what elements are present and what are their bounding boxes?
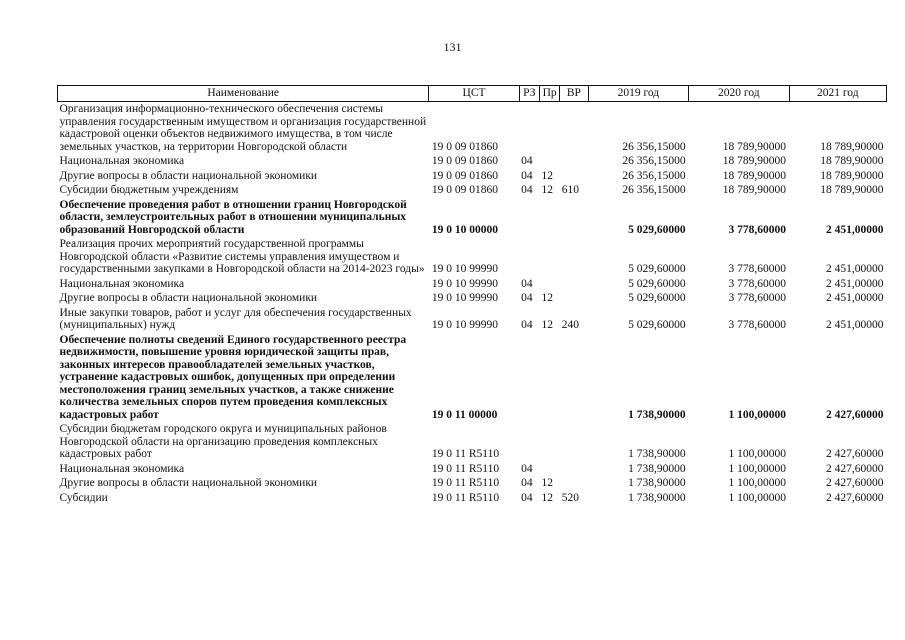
row-value-2021: 2 427,60000 — [826, 448, 884, 460]
row-value-2021: 2 427,60000 — [826, 408, 884, 421]
row-pr: 12 — [541, 477, 553, 489]
row-value-2019: 5 029,60000 — [628, 319, 686, 331]
row-name: Обеспечение полноты сведений Единого государственного реестра недвижимости, повышение уровня юридической защиты прав, законных интересов правообладателей земельных участков, устранение кадастровых ошибок, допущенных при определении местоположения границ земельных участков, а также снижение количества земельных споров путем проведения комплексных кадастровых работ — [59, 333, 407, 421]
row-pr: 12 — [541, 491, 553, 504]
row-name: Иные закупки товаров, работ и услуг для обеспечения государственных (муниципальных) нужд — [59, 306, 412, 331]
row-cst: 19 0 10 99990 — [431, 277, 498, 290]
header-cst: ЦСТ — [429, 86, 519, 102]
row-pr — [539, 237, 559, 277]
row-name: Организация информационно-технического обеспечения системы управления государственным имуществом и организация государственной кадастровой оценки объектов недвижимого имущества, в том числе земельных участков, на территории Новгородской области — [59, 103, 427, 153]
row-pr — [539, 102, 559, 155]
row-value-2021: 18 789,90000 — [820, 140, 884, 153]
row-rz — [519, 422, 539, 462]
row-name: Обеспечение проведения работ в отношении границ Новгородской области, землеустроительных работ в отношении муниципальных образований Новгородской области — [59, 198, 407, 236]
row-value-2020: 18 789,90000 — [722, 184, 787, 196]
row-pr: 12 — [541, 169, 553, 182]
row-name: Национальная экономика — [59, 277, 185, 290]
row-name: Национальная экономика — [59, 462, 185, 475]
row-value-2019: 26 356,15000 — [622, 169, 686, 182]
table-row — [58, 183, 887, 198]
row-value-2020: 1 100,00000 — [728, 491, 787, 504]
row-rz: 04 — [521, 169, 533, 182]
row-vr: 520 — [561, 491, 579, 504]
row-pr: 12 — [541, 292, 553, 304]
row-value-2019: 1 738,90000 — [628, 477, 686, 489]
row-vr — [560, 102, 588, 155]
row-cst: 19 0 11 R5110 — [431, 448, 500, 460]
row-name: Реализация прочих мероприятий государственной программы Новгородской области «Развитие системы управления имуществом и государственными закупками в Новгородской области на 2014-2023 годы» — [59, 238, 425, 275]
row-vr — [560, 277, 588, 292]
row-rz: 04 — [521, 155, 533, 167]
row-value-2020: 18 789,90000 — [722, 155, 787, 167]
row-pr — [539, 277, 559, 292]
row-cst: 19 0 10 00000 — [431, 223, 498, 236]
table-row — [58, 422, 887, 462]
table-row — [58, 476, 887, 491]
row-pr — [539, 462, 559, 477]
header-vr: ВР — [560, 86, 588, 102]
row-cst: 19 0 10 99990 — [431, 263, 498, 275]
row-value-2020: 18 789,90000 — [722, 169, 787, 182]
header-name: Наименование — [58, 86, 429, 102]
table-row — [58, 462, 887, 477]
row-value-2019: 26 356,15000 — [622, 140, 686, 153]
row-vr — [560, 462, 588, 477]
row-rz — [519, 102, 539, 155]
row-vr — [560, 291, 588, 306]
row-value-2019: 5 029,60000 — [628, 277, 686, 290]
row-value-2021: 2 451,00000 — [826, 223, 884, 236]
table-row — [58, 154, 887, 169]
row-value-2021: 2 427,60000 — [826, 477, 884, 489]
row-rz: 04 — [521, 184, 533, 196]
row-rz — [519, 198, 539, 238]
budget-table — [57, 85, 887, 505]
table-row — [58, 291, 887, 306]
row-vr — [560, 169, 588, 184]
row-name: Национальная экономика — [59, 155, 185, 167]
row-vr — [560, 476, 588, 491]
row-rz: 04 — [521, 462, 533, 475]
row-name: Субсидии бюджетам городского округа и муниципальных районов Новгородской области на организацию проведения комплексных кадастровых работ — [59, 423, 387, 460]
row-vr — [560, 333, 588, 423]
header-year-2021: 2021 год — [789, 86, 886, 102]
row-value-2020: 1 100,00000 — [728, 477, 787, 489]
table-row-section — [58, 333, 887, 423]
row-pr — [539, 154, 559, 169]
row-name: Субсидии бюджетным учреждениям — [59, 184, 239, 196]
row-cst: 19 0 09 01860 — [431, 184, 498, 196]
row-pr — [539, 333, 559, 423]
row-value-2019: 5 029,60000 — [628, 263, 686, 275]
table-row — [58, 169, 887, 184]
row-pr: 12 — [541, 319, 553, 331]
row-value-2020: 1 100,00000 — [728, 448, 787, 460]
table-header-row — [58, 86, 887, 102]
row-value-2019: 5 029,60000 — [628, 223, 686, 236]
row-name: Другие вопросы в области национальной экономики — [59, 169, 318, 182]
table-row — [58, 491, 887, 506]
row-value-2020: 3 778,60000 — [728, 277, 787, 290]
row-rz: 04 — [521, 277, 533, 290]
row-pr: 12 — [541, 184, 553, 196]
row-cst: 19 0 11 R5110 — [431, 477, 500, 489]
row-cst: 19 0 11 R5110 — [431, 491, 500, 504]
row-rz: 04 — [521, 292, 533, 304]
page-number: 131 — [443, 40, 462, 54]
row-cst: 19 0 11 R5110 — [431, 462, 500, 475]
row-rz: 04 — [521, 319, 533, 331]
row-value-2020: 1 100,00000 — [728, 462, 787, 475]
row-rz: 04 — [521, 491, 533, 504]
header-year-2020: 2020 год — [689, 86, 789, 102]
row-cst: 19 0 09 01860 — [431, 140, 498, 153]
row-name: Субсидии — [59, 491, 108, 504]
header-pr: Пр — [539, 86, 559, 102]
row-vr — [560, 198, 588, 238]
row-pr — [539, 422, 559, 462]
row-vr: 610 — [561, 184, 579, 196]
row-value-2019: 1 738,90000 — [628, 462, 686, 475]
budget-table-container — [57, 85, 887, 505]
table-row — [58, 277, 887, 292]
row-vr — [560, 237, 588, 277]
row-value-2019: 5 029,60000 — [628, 292, 686, 304]
row-value-2021: 2 427,60000 — [826, 491, 884, 504]
row-value-2021: 18 789,90000 — [820, 184, 884, 196]
row-name: Другие вопросы в области национальной экономики — [59, 292, 318, 304]
table-row — [58, 102, 887, 155]
row-pr — [539, 198, 559, 238]
row-value-2019: 1 738,90000 — [628, 448, 686, 460]
row-name: Другие вопросы в области национальной экономики — [59, 477, 318, 489]
row-rz — [519, 237, 539, 277]
row-value-2019: 26 356,15000 — [622, 184, 686, 196]
row-value-2020: 3 778,60000 — [728, 319, 787, 331]
header-rz: РЗ — [519, 86, 539, 102]
row-value-2021: 18 789,90000 — [820, 169, 884, 182]
table-row-section — [58, 198, 887, 238]
row-cst: 19 0 11 00000 — [431, 408, 498, 421]
row-cst: 19 0 10 99990 — [431, 292, 498, 304]
table-row — [58, 306, 887, 333]
row-value-2020: 3 778,60000 — [728, 223, 787, 236]
row-rz — [519, 333, 539, 423]
row-value-2020: 18 789,90000 — [722, 140, 787, 153]
row-value-2021: 2 427,60000 — [826, 462, 884, 475]
row-value-2021: 18 789,90000 — [820, 155, 884, 167]
row-vr — [560, 422, 588, 462]
row-cst: 19 0 09 01860 — [431, 169, 498, 182]
row-vr: 240 — [561, 319, 579, 331]
row-value-2020: 3 778,60000 — [728, 263, 787, 275]
row-cst: 19 0 09 01860 — [431, 155, 498, 167]
row-value-2020: 3 778,60000 — [728, 292, 787, 304]
row-value-2019: 26 356,15000 — [622, 155, 686, 167]
row-value-2019: 1 738,90000 — [628, 408, 686, 421]
row-value-2021: 2 451,00000 — [826, 263, 884, 275]
row-value-2019: 1 738,90000 — [628, 491, 686, 504]
row-value-2021: 2 451,00000 — [826, 292, 884, 304]
row-vr — [560, 154, 588, 169]
row-rz: 04 — [521, 477, 533, 489]
row-value-2020: 1 100,00000 — [728, 408, 787, 421]
row-cst: 19 0 10 99990 — [431, 319, 498, 331]
row-value-2021: 2 451,00000 — [826, 277, 884, 290]
header-year-2019: 2019 год — [588, 86, 688, 102]
row-value-2021: 2 451,00000 — [826, 319, 884, 331]
table-row — [58, 237, 887, 277]
